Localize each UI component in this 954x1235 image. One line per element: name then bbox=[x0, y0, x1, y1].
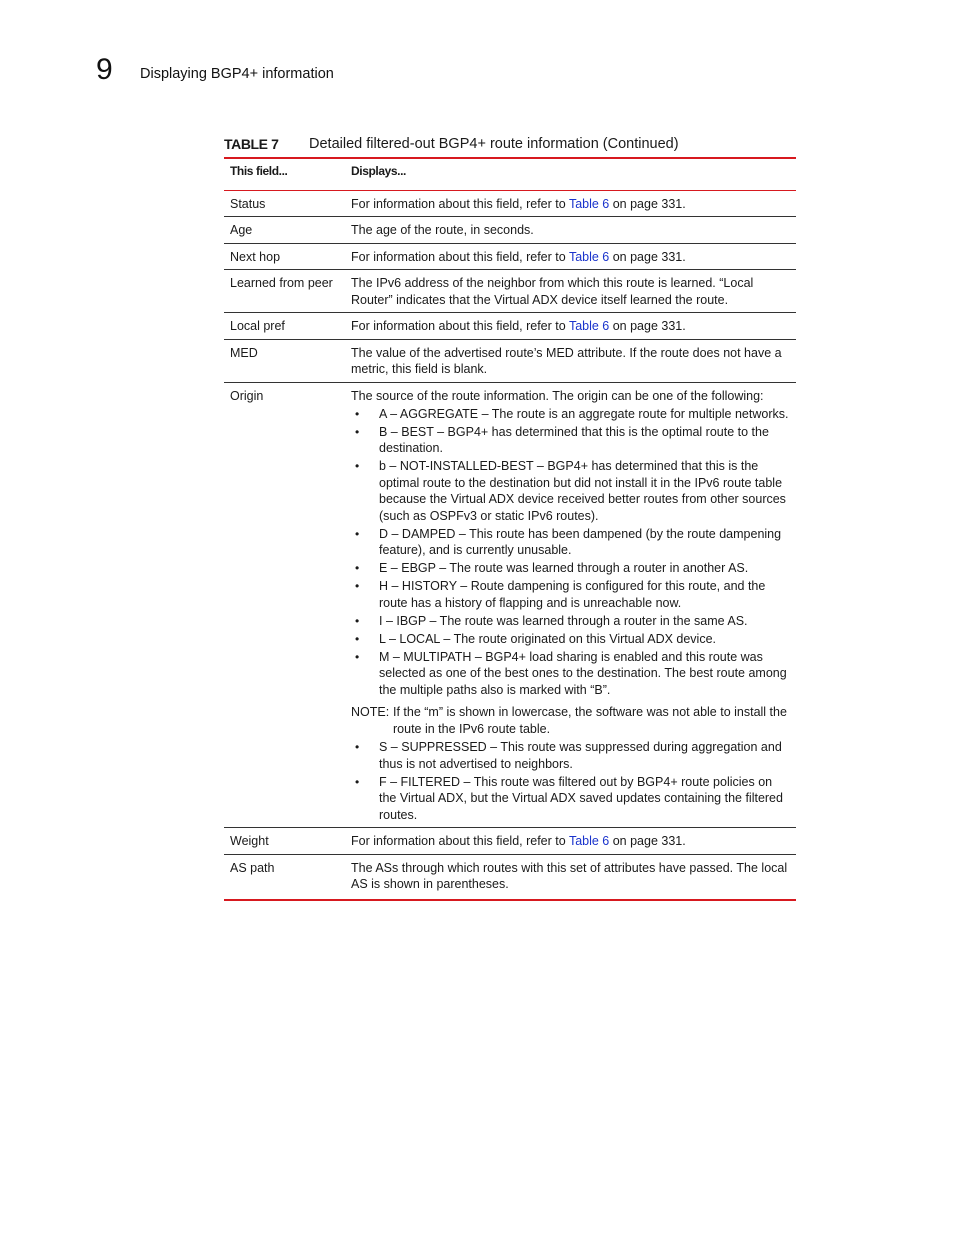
ref-prefix: For information about this field, refer to bbox=[351, 249, 569, 264]
field-description bbox=[345, 828, 796, 855]
field-name: AS path bbox=[230, 860, 275, 875]
list-item bbox=[351, 560, 790, 577]
chapter-title: Displaying BGP4+ information bbox=[140, 66, 334, 82]
list-item bbox=[351, 458, 790, 524]
bullet-icon: • bbox=[355, 561, 360, 575]
list-item bbox=[351, 526, 790, 559]
bullet-icon: • bbox=[355, 406, 360, 421]
bullet-icon: • bbox=[355, 424, 360, 439]
table-title: Detailed filtered-out BGP4+ route information (Continued) bbox=[309, 136, 679, 152]
field-name: Status bbox=[224, 190, 345, 217]
field-name: Next hop bbox=[224, 243, 345, 270]
field-description bbox=[345, 190, 796, 217]
bullet-icon: • bbox=[355, 631, 360, 646]
list-item-text: B – BEST – BGP4+ has determined that this is the optimal route to the destination. bbox=[379, 424, 769, 455]
origin-intro: The source of the route information. The origin can be one of the following: bbox=[351, 388, 764, 403]
table-6-link[interactable]: Table 6 bbox=[568, 249, 610, 264]
table-row bbox=[224, 270, 796, 313]
list-item-text: D – DAMPED – This route has been dampened (by the route dampening feature), and is currently unusable. bbox=[379, 526, 782, 557]
note-text: If the “m” is shown in lowercase, the software was not able to install the route in the IPv6 route table. bbox=[393, 705, 787, 736]
list-item-text: H – HISTORY – Route dampening is configured for this route, and the route has a history of flapping and is unreachable now. bbox=[379, 579, 766, 610]
field-name: Age bbox=[224, 217, 345, 244]
field-description: The age of the route, in seconds. bbox=[345, 217, 796, 244]
field-description bbox=[345, 382, 796, 828]
list-item-text: M – MULTIPATH – BGP4+ load sharing is enabled and this route was selected as one of the best ones to the destination. The best route among the multiple paths also is marked with “B”. bbox=[379, 649, 787, 697]
table-row bbox=[224, 339, 796, 382]
list-item bbox=[351, 613, 790, 630]
list-item-text: F – FILTERED – This route was filtered out by BGP4+ route policies on the Virtual ADX, but the Virtual ADX saved updates containing the filtered routes. bbox=[379, 774, 783, 822]
ref-prefix: For information about this field, refer to bbox=[351, 196, 569, 211]
field-description bbox=[345, 243, 796, 270]
table-caption bbox=[224, 134, 796, 154]
field-name: Weight bbox=[224, 828, 345, 855]
bullet-icon: • bbox=[355, 526, 360, 541]
ref-suffix: on page 331. bbox=[609, 319, 686, 333]
field-table bbox=[224, 157, 796, 901]
table-label: TABLE 7 bbox=[224, 136, 279, 152]
column-header-field: This field... bbox=[224, 158, 345, 190]
table-row bbox=[224, 243, 796, 270]
list-item bbox=[351, 649, 790, 699]
list-item-text: b – NOT-INSTALLED-BEST – BGP4+ has determined that this is the optimal route to the destination but did not install it in the IPv6 route table because the Virtual ADX device received better routes from other sources (such as OSPFv3 or static IPv6 routes). bbox=[379, 459, 786, 523]
list-item bbox=[351, 578, 790, 611]
table-row bbox=[224, 313, 796, 340]
list-item bbox=[351, 739, 790, 772]
origin-code-list bbox=[351, 406, 790, 699]
table-row bbox=[224, 217, 796, 244]
bullet-icon: • bbox=[355, 740, 360, 754]
chapter-number: 9 bbox=[96, 53, 113, 86]
table-row bbox=[224, 854, 796, 900]
ref-suffix: on page 331. bbox=[609, 196, 686, 211]
ref-prefix: For information about this field, refer to bbox=[351, 319, 569, 333]
field-name: Local pref bbox=[224, 313, 345, 340]
table-row bbox=[224, 382, 796, 828]
list-item-text: S – SUPPRESSED – This route was suppressed during aggregation and thus is not advertised to neighbors. bbox=[379, 740, 782, 771]
list-item-text: I – IBGP – The route was learned through a router in the same AS. bbox=[379, 613, 748, 628]
note bbox=[351, 704, 790, 737]
note-label: NOTE: bbox=[351, 705, 390, 719]
list-item bbox=[351, 406, 790, 423]
table-6-link[interactable]: Table 6 bbox=[568, 319, 610, 333]
field-name: Origin bbox=[224, 382, 345, 828]
list-item-text: L – LOCAL – The route originated on this Virtual ADX device. bbox=[379, 631, 717, 646]
ref-prefix: For information about this field, refer to bbox=[351, 834, 569, 848]
field-description bbox=[345, 313, 796, 340]
list-item-text: E – EBGP – The route was learned through a router in another AS. bbox=[379, 561, 749, 575]
bullet-icon: • bbox=[355, 649, 360, 664]
field-description: The value of the advertised route’s MED attribute. If the route does not have a metric, this field is blank. bbox=[345, 339, 796, 382]
field-name: Learned from peer bbox=[224, 270, 345, 313]
bullet-icon: • bbox=[355, 459, 360, 473]
field-description: The ASs through which routes with this set of attributes have passed. The local AS is shown in parentheses. bbox=[351, 860, 788, 891]
table-row bbox=[224, 828, 796, 855]
field-description: The IPv6 address of the neighbor from which this route is learned. “Local Router” indicates that the Virtual ADX device itself learned the route. bbox=[345, 270, 796, 313]
table-6-link[interactable]: Table 6 bbox=[568, 196, 610, 211]
ref-suffix: on page 331. bbox=[609, 249, 686, 264]
list-item bbox=[351, 424, 790, 457]
origin-code-list-continued bbox=[351, 739, 790, 823]
ref-suffix: on page 331. bbox=[609, 834, 686, 848]
bullet-icon: • bbox=[355, 579, 360, 593]
list-item-text: A – AGGREGATE – The route is an aggregate route for multiple networks. bbox=[379, 406, 789, 421]
table-header-row bbox=[224, 158, 796, 190]
bullet-icon: • bbox=[355, 613, 360, 628]
list-item bbox=[351, 774, 790, 824]
table-6-link[interactable]: Table 6 bbox=[568, 834, 610, 848]
field-name: MED bbox=[224, 339, 345, 382]
column-header-displays: Displays... bbox=[345, 158, 796, 190]
bullet-icon: • bbox=[355, 774, 360, 789]
list-item bbox=[351, 631, 790, 648]
table-row bbox=[224, 190, 796, 217]
